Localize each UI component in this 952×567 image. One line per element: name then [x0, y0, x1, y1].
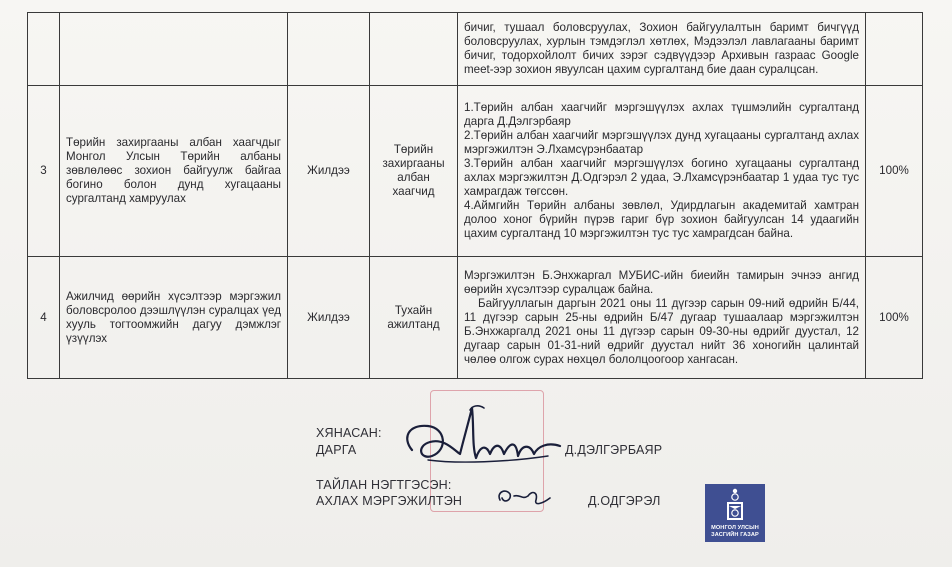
percent-cell: 100% [866, 257, 923, 379]
target-cell: Тухайн ажилтанд [370, 257, 458, 379]
target-cell: Төрийн захиргааны албан хаагчид [370, 86, 458, 257]
government-logo [705, 484, 765, 542]
result-paragraph: 2.Төрийн албан хаагчийг мэргэшүүлэх дунд хугацааны сургалтанд ахлах мэргэжилтэн Э.Лхамсүрэнбаатар [464, 129, 859, 156]
preparer-signature [492, 480, 562, 512]
task-cell: Төрийн захиргааны албан хаагчдыг Монгол Улсын Төрийн албаны зөвлөлөөс зохион байгуулж байгаа богино болон дунд хугацааны сургалтанд хамруулах [60, 86, 288, 257]
task-cell: Ажилчид өөрийн хүсэлтээр мэргэжил боловсролоо дээшлүүлэн суралцах үед хууль тогтоомжийн дагуу дэмжлэг үзүүлэх [60, 257, 288, 379]
row-number: 3 [28, 86, 60, 257]
percent-cell: 100% [866, 86, 923, 257]
reviewer-signature [398, 398, 568, 478]
result-paragraph: Байгууллагын даргын 2021 оны 11 дүгээр сарын 09-ний өдрийн Б/44, 11 дүгээр сарын 25-ны өдрийн Б/47 дугаар тушаалаар мэргэжилтэн Б.Энхжаргалд 2021 оны 11 дүгээр сарын 09-30-ны өдрийг дуустал, 12 дугаар сарын 01-31-ний өдрийг дуустал нийт 36 хоногийн цалинтай чөлөө олгож сурах нөхцөл бололцоогоор хангасан. [464, 296, 859, 366]
result-paragraph: 1.Төрийн албан хаагчийг мэргэшүүлэх ахлах түшмэлийн сургалтанд дарга Д.Дэлгэрбаяр [464, 101, 859, 128]
logo-text-line1: МОНГОЛ УЛСЫН [711, 525, 759, 531]
result-paragraph: 3.Төрийн албан хаагчийг мэргэшүүлэх богино хугацааны сургалтанд ахлах мэргэжилтэн Д.Одгэрэл 2 удаа, Э.Лхамсүрэнбаатар 1 удаа тус тус хамрагдаж төгссөн. [464, 157, 859, 198]
reviewer-title: ДАРГА [316, 443, 357, 457]
soyombo-emblem-icon [725, 488, 745, 522]
row-number: 4 [28, 257, 60, 379]
reviewer-name: Д.ДЭЛГЭРБАЯР [565, 443, 663, 457]
preparer-title: АХЛАХ МЭРГЭЖИЛТЭН [316, 494, 463, 508]
result-paragraph: бичиг, тушаал боловсруулах, Зохион байгуулалтын баримт бичгүүд боловсруулах, хурлын тэмдэглэл хөтлөх, Мэдээлэл лавлагааны баримт бичиг, тодорхойлолт бичих зэрэг сэдвүүдээр Архивын газраас Google meet-ээр зохион явуулсан цахим сургалтанд бие даан суралцсан. [464, 21, 859, 76]
prepared-label: ТАЙЛАН НЭГТГЭСЭН: [316, 478, 452, 492]
result-paragraph: Мэргэжилтэн Б.Энхжаргал МУБИС-ийн биеийн тамирын эчнээ ангид өөрийн хүсэлтээр суралцаж байна. [464, 268, 859, 296]
period-cell: Жилдээ [288, 257, 370, 379]
result-paragraph: 4.Аймгийн Төрийн албаны зөвлөл, Удирдлагын академитай хамтран долоо хоног бүрийн пүрэв гариг бүр зохион байгуулсан 14 удаагийн цахим сургалтанд 10 мэргэжилтэн тус тус хамрагдсан байна. [464, 199, 859, 240]
reviewed-label: ХЯНАСАН: [316, 426, 382, 440]
preparer-name: Д.ОДГЭРЭЛ [588, 494, 661, 508]
logo-text-line2: ЗАСГИЙН ГАЗАР [711, 532, 759, 538]
period-cell: Жилдээ [288, 86, 370, 257]
